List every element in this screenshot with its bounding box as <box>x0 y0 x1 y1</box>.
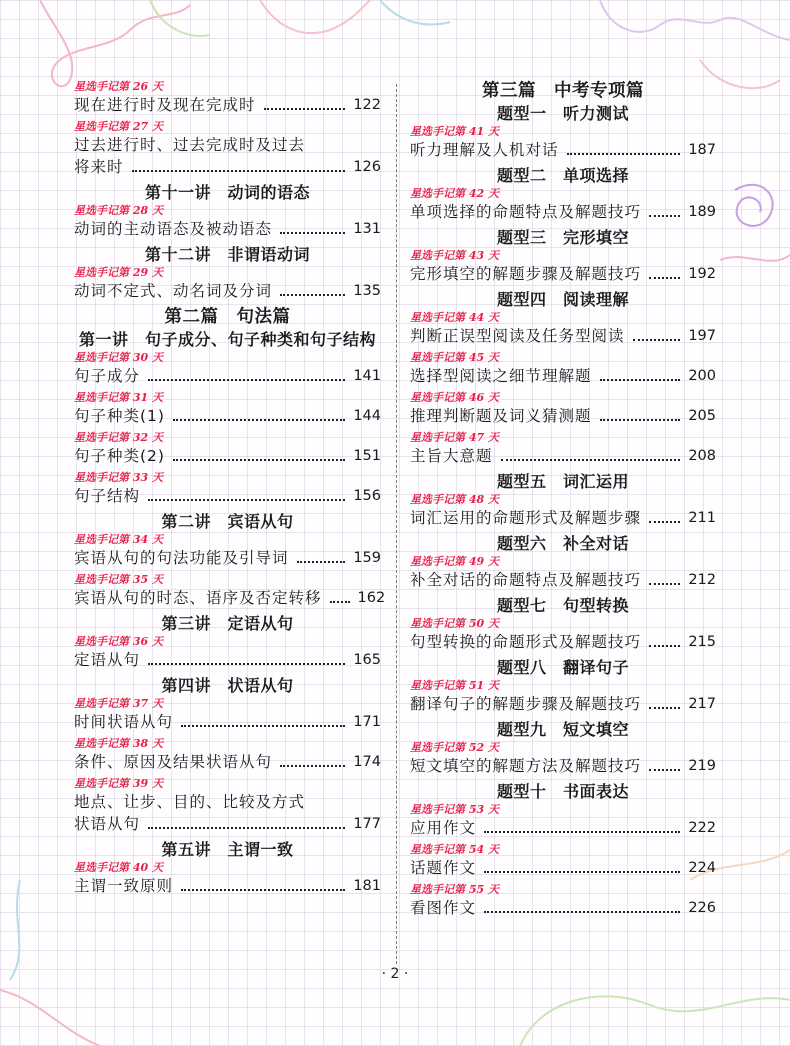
day-label: 星选手记第 46 天 <box>410 391 499 404</box>
page-number: · 2 · <box>381 966 409 982</box>
dot-leader <box>280 765 345 767</box>
toc-entry[interactable] <box>74 635 381 675</box>
entry-title: 将来时 <box>74 158 124 176</box>
day-label: 星选手记第 30 天 <box>74 351 163 364</box>
lecture-heading: 题型五 词汇运用 <box>496 472 629 491</box>
page-ref: 159 <box>353 550 381 566</box>
page-ref: 200 <box>688 368 716 384</box>
toc-entry[interactable] <box>410 555 716 595</box>
lecture-heading: 第十一讲 动词的语态 <box>144 183 310 202</box>
toc-entry[interactable] <box>74 471 381 511</box>
page-ref: 224 <box>688 860 716 876</box>
entry-title: 补全对话的命题特点及解题技巧 <box>410 571 642 589</box>
dot-leader <box>181 725 345 727</box>
dot-leader <box>280 232 345 234</box>
dot-leader <box>649 521 680 523</box>
entry-title: 主旨大意题 <box>410 447 493 465</box>
day-label: 星选手记第 55 天 <box>410 883 499 896</box>
dot-leader <box>173 459 345 461</box>
entry-title: 翻译句子的解题步骤及解题技巧 <box>410 695 642 713</box>
page-ref: 162 <box>357 590 386 606</box>
page-ref: 212 <box>688 572 716 588</box>
toc-entry[interactable] <box>410 843 716 883</box>
toc-entry[interactable] <box>410 187 716 227</box>
entry-title: 完形填空的解题步骤及解题技巧 <box>410 265 642 283</box>
toc-right-column <box>410 80 716 923</box>
day-label: 星选手记第 53 天 <box>410 803 499 816</box>
dot-leader <box>148 499 345 501</box>
dot-leader <box>181 889 345 891</box>
day-label: 星选手记第 52 天 <box>410 741 499 754</box>
day-label: 星选手记第 35 天 <box>74 573 163 586</box>
part-heading: 第三篇 中考专项篇 <box>482 81 644 101</box>
toc-entry[interactable] <box>410 249 716 289</box>
entry-title: 词汇运用的命题形式及解题步骤 <box>410 509 642 527</box>
entry-title: 判断正误型阅读及任务型阅读 <box>410 327 625 345</box>
toc-entry[interactable] <box>74 391 381 431</box>
lecture-heading: 题型八 翻译句子 <box>496 658 629 677</box>
lecture-heading: 题型三 完形填空 <box>496 228 629 247</box>
page-ref: 126 <box>353 159 381 175</box>
lecture-heading: 第五讲 主谓一致 <box>161 840 294 859</box>
dot-leader <box>280 294 345 296</box>
entry-title-line: 地点、让步、目的、比较及方式 <box>74 793 306 811</box>
dot-leader <box>330 601 350 603</box>
toc-entry[interactable] <box>410 679 716 719</box>
day-label: 星选手记第 54 天 <box>410 843 499 856</box>
entry-title: 短文填空的解题方法及解题技巧 <box>410 757 642 775</box>
day-label: 星选手记第 31 天 <box>74 391 163 404</box>
page-ref: 217 <box>688 696 716 712</box>
lecture-heading: 第四讲 状语从句 <box>161 676 294 695</box>
dot-leader <box>484 871 680 873</box>
day-label: 星选手记第 27 天 <box>74 120 163 133</box>
entry-title: 宾语从句的句法功能及引导词 <box>74 549 289 567</box>
toc-entry[interactable] <box>410 883 716 923</box>
toc-entry[interactable] <box>74 697 381 737</box>
toc-entry[interactable] <box>410 803 716 843</box>
day-label: 星选手记第 47 天 <box>410 431 499 444</box>
page-ref: 219 <box>688 758 716 774</box>
page-ref: 171 <box>353 714 381 730</box>
page-ref: 226 <box>688 900 716 916</box>
dot-leader <box>132 170 346 172</box>
day-label: 星选手记第 45 天 <box>410 351 499 364</box>
lecture-heading: 题型六 补全对话 <box>496 534 629 553</box>
day-label: 星选手记第 43 天 <box>410 249 499 262</box>
lecture-heading: 题型十 书面表达 <box>496 782 629 801</box>
toc-entry[interactable] <box>74 266 381 306</box>
toc-entry[interactable] <box>410 431 716 471</box>
dot-leader <box>484 831 680 833</box>
lecture-heading: 第十二讲 非谓语动词 <box>144 245 310 264</box>
page-ref: 187 <box>688 142 716 158</box>
entry-title: 宾语从句的时态、语序及否定转移 <box>74 589 322 607</box>
dot-leader <box>501 459 681 461</box>
day-label: 星选手记第 29 天 <box>74 266 163 279</box>
day-label: 星选手记第 34 天 <box>74 533 163 546</box>
lecture-heading: 题型四 阅读理解 <box>496 290 629 309</box>
dot-leader <box>649 769 680 771</box>
toc-entry[interactable] <box>74 573 386 613</box>
day-label: 星选手记第 50 天 <box>410 617 499 630</box>
entry-title: 看图作文 <box>410 899 477 917</box>
entry-title: 现在进行时及现在完成时 <box>74 96 256 114</box>
part-heading: 第二篇 句法篇 <box>164 307 291 327</box>
entry-title: 选择型阅读之细节理解题 <box>410 367 592 385</box>
page-ref: 222 <box>688 820 716 836</box>
page-ref: 197 <box>688 328 716 344</box>
dot-leader <box>600 419 681 421</box>
day-label: 星选手记第 33 天 <box>74 471 163 484</box>
day-label: 星选手记第 42 天 <box>410 187 499 200</box>
toc-entry[interactable] <box>74 80 381 120</box>
page-ref: 174 <box>353 754 381 770</box>
page-ref: 141 <box>353 368 381 384</box>
toc-entry[interactable] <box>74 533 381 573</box>
dot-leader <box>148 663 345 665</box>
dot-leader <box>173 419 345 421</box>
dot-leader <box>297 561 346 563</box>
page-ref: 151 <box>353 448 381 464</box>
lecture-heading: 第三讲 定语从句 <box>161 614 294 633</box>
day-label: 星选手记第 36 天 <box>74 635 163 648</box>
page-ref: 177 <box>353 816 381 832</box>
page-ref: 181 <box>353 878 381 894</box>
lecture-heading: 题型七 句型转换 <box>496 596 629 615</box>
day-label: 星选手记第 28 天 <box>74 204 163 217</box>
day-label: 星选手记第 26 天 <box>74 80 163 93</box>
toc-left-column <box>74 80 386 901</box>
toc-entry[interactable] <box>410 311 716 351</box>
toc-entry[interactable] <box>410 351 716 391</box>
day-label: 星选手记第 40 天 <box>74 861 163 874</box>
entry-title: 动词的主动语态及被动语态 <box>74 220 273 238</box>
day-label: 星选手记第 44 天 <box>410 311 499 324</box>
page-ref: 122 <box>353 97 381 113</box>
entry-title: 状语从句 <box>74 815 141 833</box>
toc-entry[interactable] <box>410 493 716 533</box>
dot-leader <box>148 827 345 829</box>
page-ref: 208 <box>688 448 716 464</box>
entry-title: 应用作文 <box>410 819 477 837</box>
toc-entry[interactable] <box>410 741 716 781</box>
entry-title: 单项选择的命题特点及解题技巧 <box>410 203 642 221</box>
dot-leader <box>649 645 680 647</box>
entry-title: 时间状语从句 <box>74 713 174 731</box>
entry-title: 句型转换的命题形式及解题技巧 <box>410 633 642 651</box>
lecture-heading: 第一讲 句子成分、句子种类和句子结构 <box>78 330 376 349</box>
toc-entry[interactable] <box>410 391 716 431</box>
page-ref: 156 <box>353 488 381 504</box>
lecture-heading: 题型九 短文填空 <box>496 720 629 739</box>
dot-leader <box>567 153 681 155</box>
dot-leader <box>649 583 680 585</box>
page-ref: 144 <box>353 408 381 424</box>
entry-title: 推理判断题及词义猜测题 <box>410 407 592 425</box>
lecture-heading: 第二讲 宾语从句 <box>161 512 294 531</box>
page-ref: 165 <box>353 652 381 668</box>
page-ref: 135 <box>353 283 381 299</box>
dot-leader <box>264 108 346 110</box>
entry-title: 句子种类(1) <box>74 407 165 425</box>
page-ref: 131 <box>353 221 381 237</box>
toc-entry[interactable] <box>74 737 381 777</box>
entry-title: 句子结构 <box>74 487 141 505</box>
toc-entry[interactable] <box>74 120 381 182</box>
toc-entry[interactable] <box>74 777 381 839</box>
page-ref: 211 <box>688 510 716 526</box>
dot-leader <box>649 215 680 217</box>
page-ref: 192 <box>688 266 716 282</box>
dot-leader <box>600 379 681 381</box>
day-label: 星选手记第 51 天 <box>410 679 499 692</box>
column-divider <box>396 84 397 964</box>
toc-entry[interactable] <box>410 125 716 165</box>
lecture-heading: 题型一 听力测试 <box>496 104 629 123</box>
entry-title: 动词不定式、动名词及分词 <box>74 282 273 300</box>
dot-leader <box>649 277 680 279</box>
dot-leader <box>148 379 345 381</box>
entry-title: 话题作文 <box>410 859 477 877</box>
toc-entry[interactable] <box>74 204 381 244</box>
entry-title: 句子种类(2) <box>74 447 165 465</box>
entry-title: 条件、原因及结果状语从句 <box>74 753 273 771</box>
day-label: 星选手记第 49 天 <box>410 555 499 568</box>
entry-title-line: 过去进行时、过去完成时及过去 <box>74 136 306 154</box>
toc-entry[interactable] <box>74 351 381 391</box>
dot-leader <box>649 707 680 709</box>
dot-leader <box>633 339 681 341</box>
page-ref: 215 <box>688 634 716 650</box>
dot-leader <box>484 911 680 913</box>
lecture-heading: 题型二 单项选择 <box>496 166 629 185</box>
entry-title: 听力理解及人机对话 <box>410 141 559 159</box>
toc-entry[interactable] <box>410 617 716 657</box>
day-label: 星选手记第 37 天 <box>74 697 163 710</box>
day-label: 星选手记第 39 天 <box>74 777 163 790</box>
day-label: 星选手记第 38 天 <box>74 737 163 750</box>
toc-entry[interactable] <box>74 861 381 901</box>
toc-entry[interactable] <box>74 431 381 471</box>
page-ref: 205 <box>688 408 716 424</box>
entry-title: 句子成分 <box>74 367 141 385</box>
day-label: 星选手记第 32 天 <box>74 431 163 444</box>
page-ref: 189 <box>688 204 716 220</box>
day-label: 星选手记第 48 天 <box>410 493 499 506</box>
day-label: 星选手记第 41 天 <box>410 125 499 138</box>
entry-title: 定语从句 <box>74 651 141 669</box>
entry-title: 主谓一致原则 <box>74 877 174 895</box>
